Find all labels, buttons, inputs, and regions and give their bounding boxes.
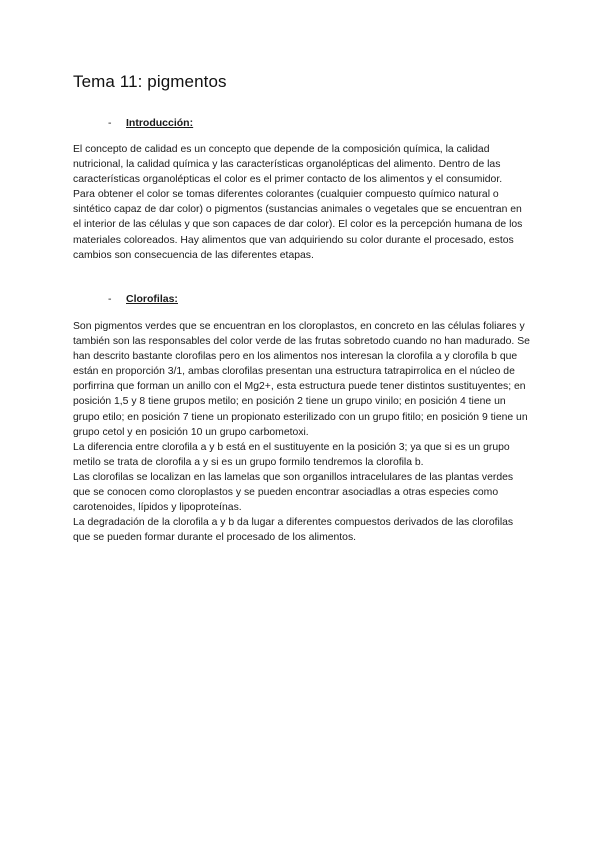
bullet-dash: - [108, 117, 112, 129]
section-heading-introduccion [108, 117, 193, 129]
section-body-introduccion [73, 142, 531, 263]
document-title: Tema 11: pigmentos [73, 72, 227, 91]
paragraph: Son pigmentos verdes que se encuentran en los cloroplastos, en concreto en las células foliares y también son las responsables del color verde de las frutas sobretodo cuando no han madurado. Se han descrito bastante clorofilas pero en los alimentos nos interesan la clorofila a y clorofila b que están en proporción 3/1, ambas clorofilas presentan una estructura tatrapirrolica en el núcleo de porfirrina que forman un anillo con el Mg2+, esta estructura puede tener distintos sustituyentes; en posición 1,5 y 8 tiene grupos metilo; en posición 2 tiene un grupo vinilo; en posición 4 tiene un grupo etilo; en posición 7 tiene un propionato esterilizado con un grupo fitilo; en posición 9 tiene un grupo cetol y en posición 10 un grupo carbometoxi. [73, 321, 530, 438]
section-heading-label: Introducción: [126, 117, 194, 129]
paragraph: El concepto de calidad es un concepto que depende de la composición química, la calidad nutricional, la calidad química y las características organolépticas del alimento. Dentro de las características organolépticas el color es el primer contacto de los alimentos y el consumidor. [73, 144, 503, 186]
section-body-clorofilas [73, 319, 531, 545]
paragraph: La degradación de la clorofila a y b da lugar a diferentes compuestos derivados de las clorofilas que se pueden formar durante el procesado de los alimentos. [73, 517, 514, 544]
paragraph: Las clorofilas se localizan en las lamelas que son organillos intracelulares de las plantas verdes que se conocen como cloroplastos y se pueden encontrar asociadlas a otras especies como carotenoides, lípidos y lipoproteínas. [73, 471, 514, 514]
section-heading-clorofilas [108, 293, 178, 305]
section-heading-label: Clorofilas: [126, 293, 178, 305]
paragraph: La diferencia entre clorofila a y b está en el sustituyente en la posición 3; ya que si es un grupo metilo se trata de clorofila a y si es un grupo formilo tendremos la clorofila b. [73, 441, 510, 468]
paragraph: Para obtener el color se tomas diferentes colorantes (cualquier compuesto químico natural o sintético capaz de dar color) o pigmentos (sustancias animales o vegetales que se encuentran en el interior de las células y que son capaces de dar color). El color es la percepción humana de los materiales coloreados. Hay alimentos que van adquiriendo su color durante el procesado, estos cambios son consecuencia de las diferentes etapas. [73, 189, 523, 261]
bullet-dash: - [108, 293, 112, 305]
